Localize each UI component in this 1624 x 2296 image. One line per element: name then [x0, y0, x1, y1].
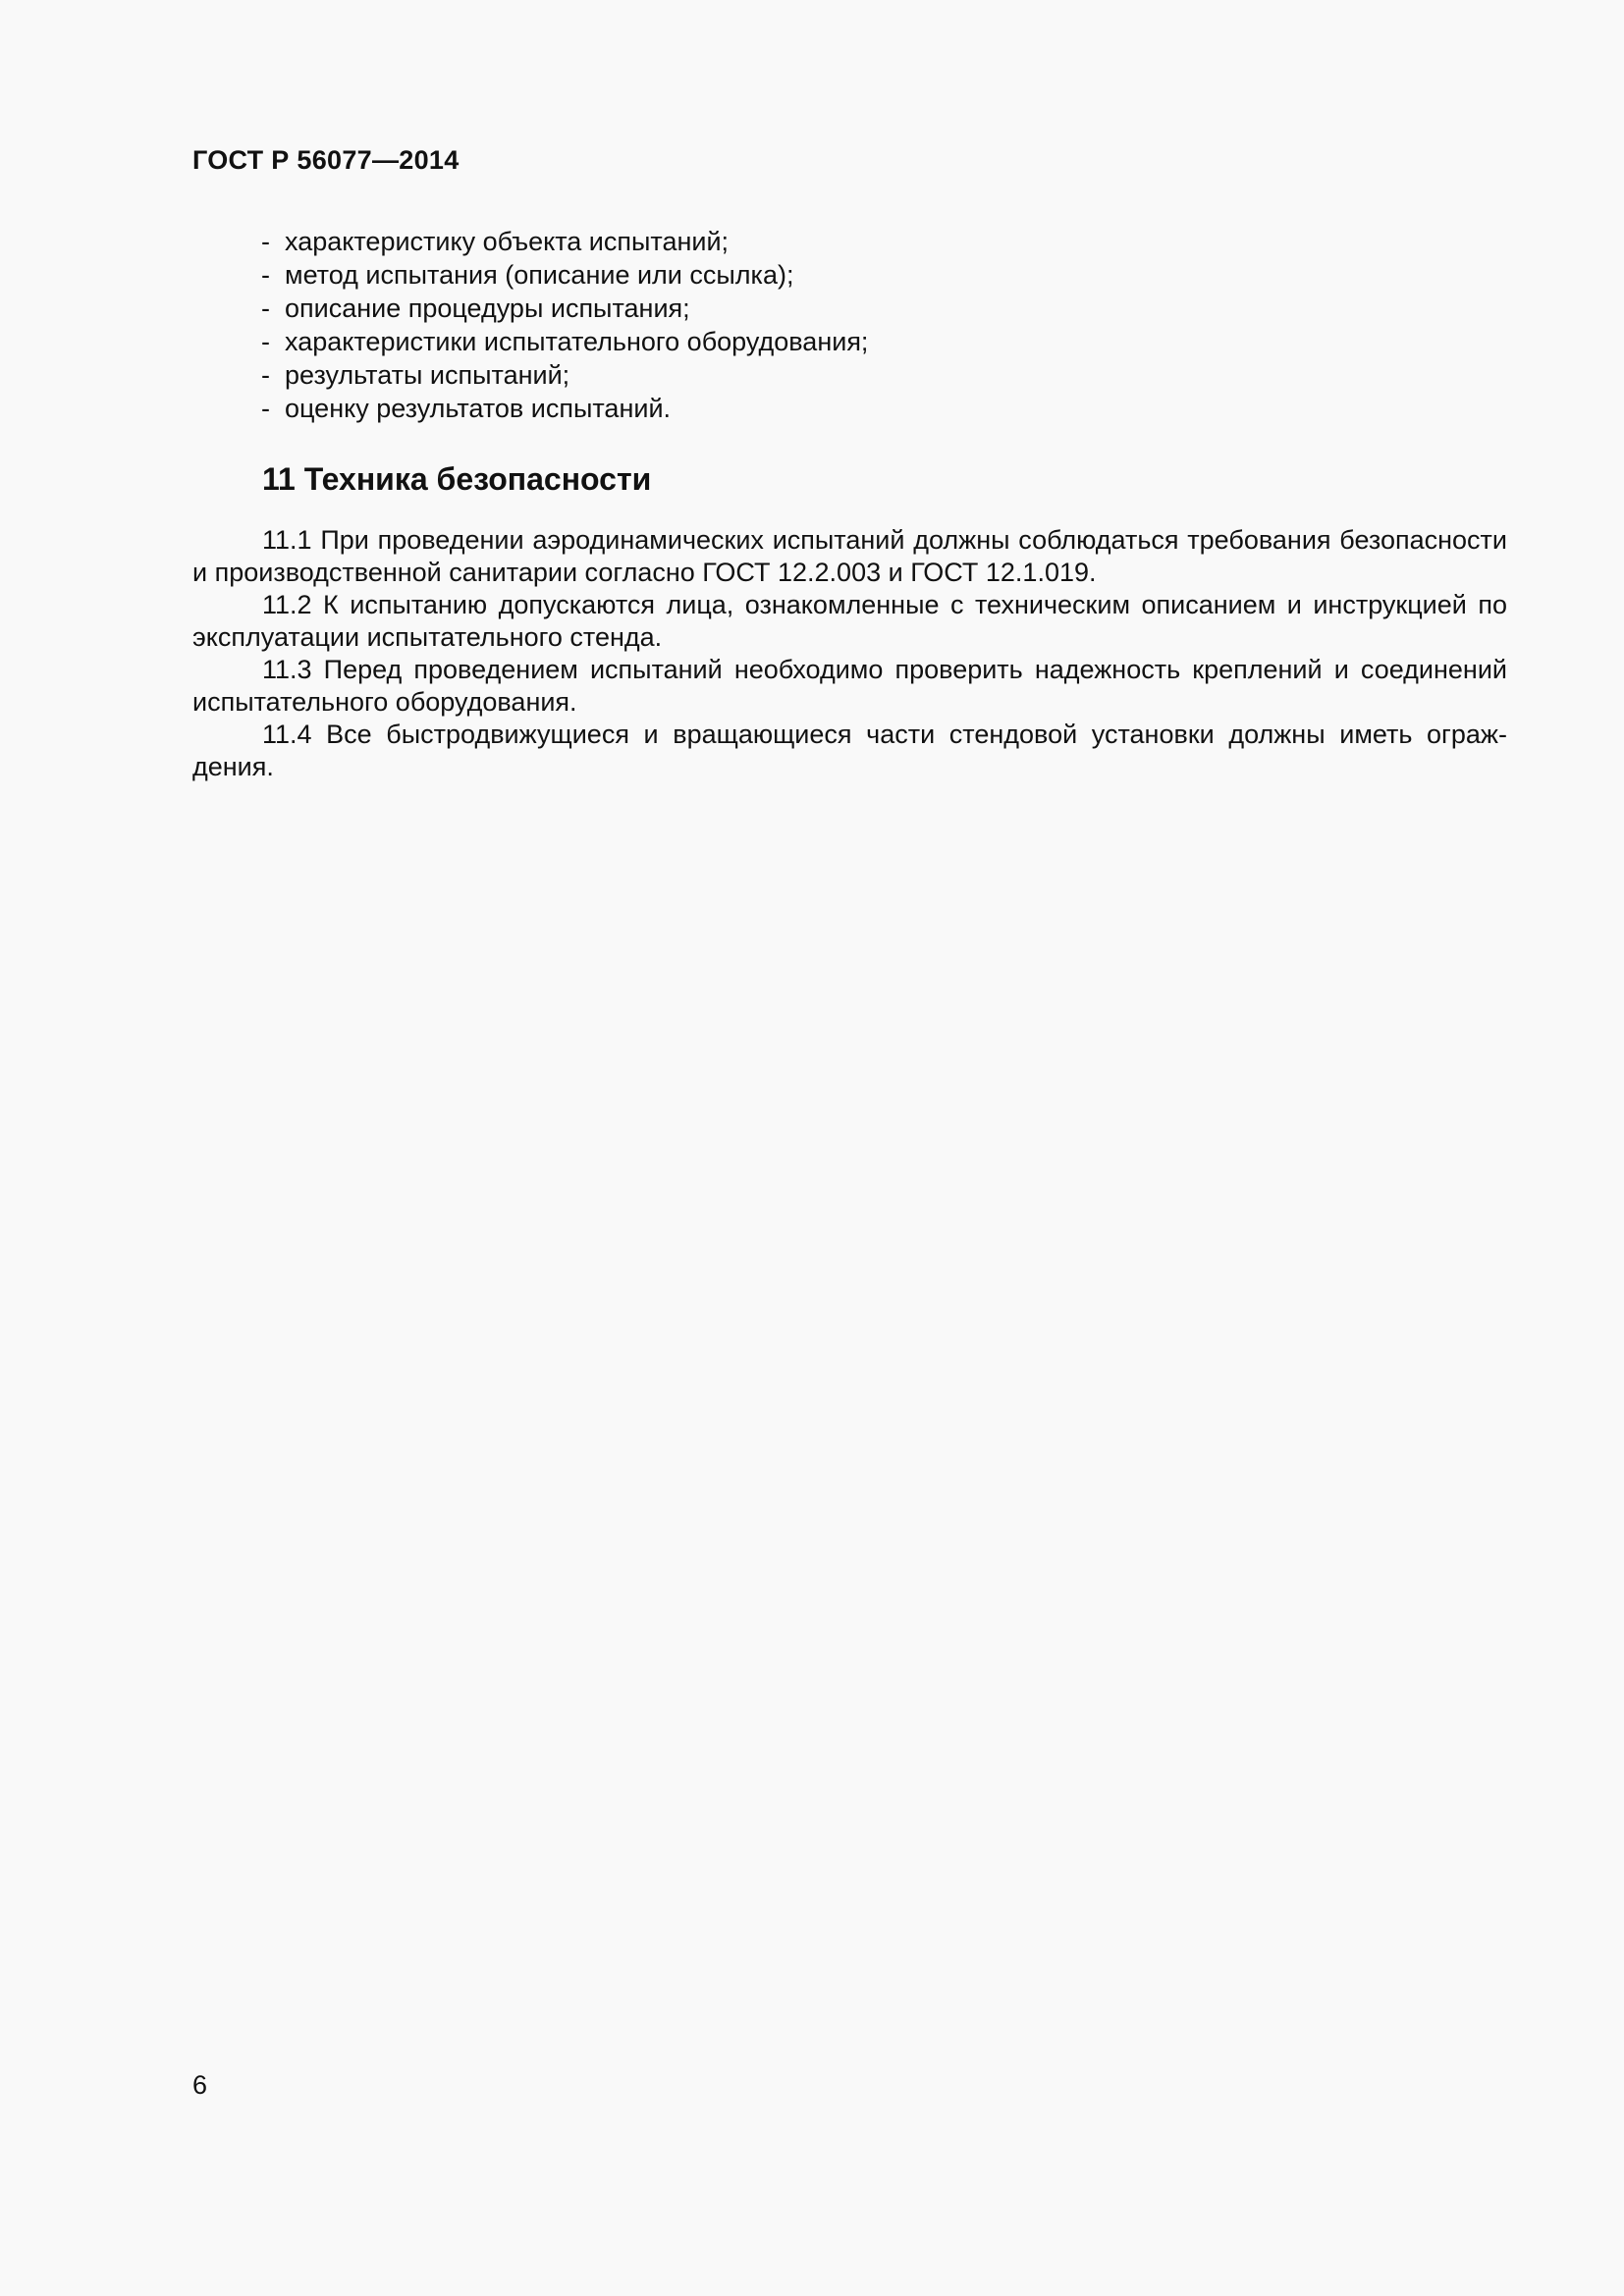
list-dash: - — [261, 227, 270, 256]
requirements-list — [261, 225, 868, 425]
paragraph: 11.1 При проведении аэродинамических испытаний должны соблюдаться требования безопасности и производственной санитарии согласно ГОСТ 12.2.003 и ГОСТ 12.1.019. — [192, 525, 1507, 587]
paragraph: 11.4 Все быстродвижущиеся и вращающиеся части стендовой установки должны иметь ограждения. — [192, 720, 1507, 781]
list-dash: - — [261, 360, 270, 390]
list-item — [261, 225, 868, 258]
list-item-text: метод испытания (описание или ссылка); — [285, 260, 794, 290]
list-item-text: характеристики испытательного оборудования; — [285, 327, 869, 356]
paragraph: 11.3 Перед проведением испытаний необходимо проверить надежность креплений и соединений испытательного оборудования. — [192, 655, 1507, 717]
paragraph: 11.2 К испытанию допускаются лица, ознакомленные с техническим описанием и инструкцией по эксплуатации испытательного стенда. — [192, 590, 1507, 652]
list-item — [261, 292, 868, 325]
list-dash: - — [261, 394, 270, 423]
list-dash: - — [261, 294, 270, 323]
list-item-text: описание процедуры испытания; — [285, 294, 690, 323]
document-header: ГОСТ Р 56077—2014 — [192, 145, 460, 175]
list-dash: - — [261, 260, 270, 290]
section-title: 11 Техника безопасности — [262, 461, 652, 497]
page-number: 6 — [192, 2070, 208, 2100]
list-item — [261, 392, 868, 425]
list-item-text: характеристику объекта испытаний; — [285, 227, 730, 256]
list-item — [261, 258, 868, 292]
list-item-text: оценку результатов испытаний. — [285, 394, 672, 423]
list-dash: - — [261, 327, 270, 356]
section-body — [192, 524, 1507, 783]
list-item — [261, 325, 868, 358]
list-item-text: результаты испытаний; — [285, 360, 570, 390]
list-item — [261, 358, 868, 392]
